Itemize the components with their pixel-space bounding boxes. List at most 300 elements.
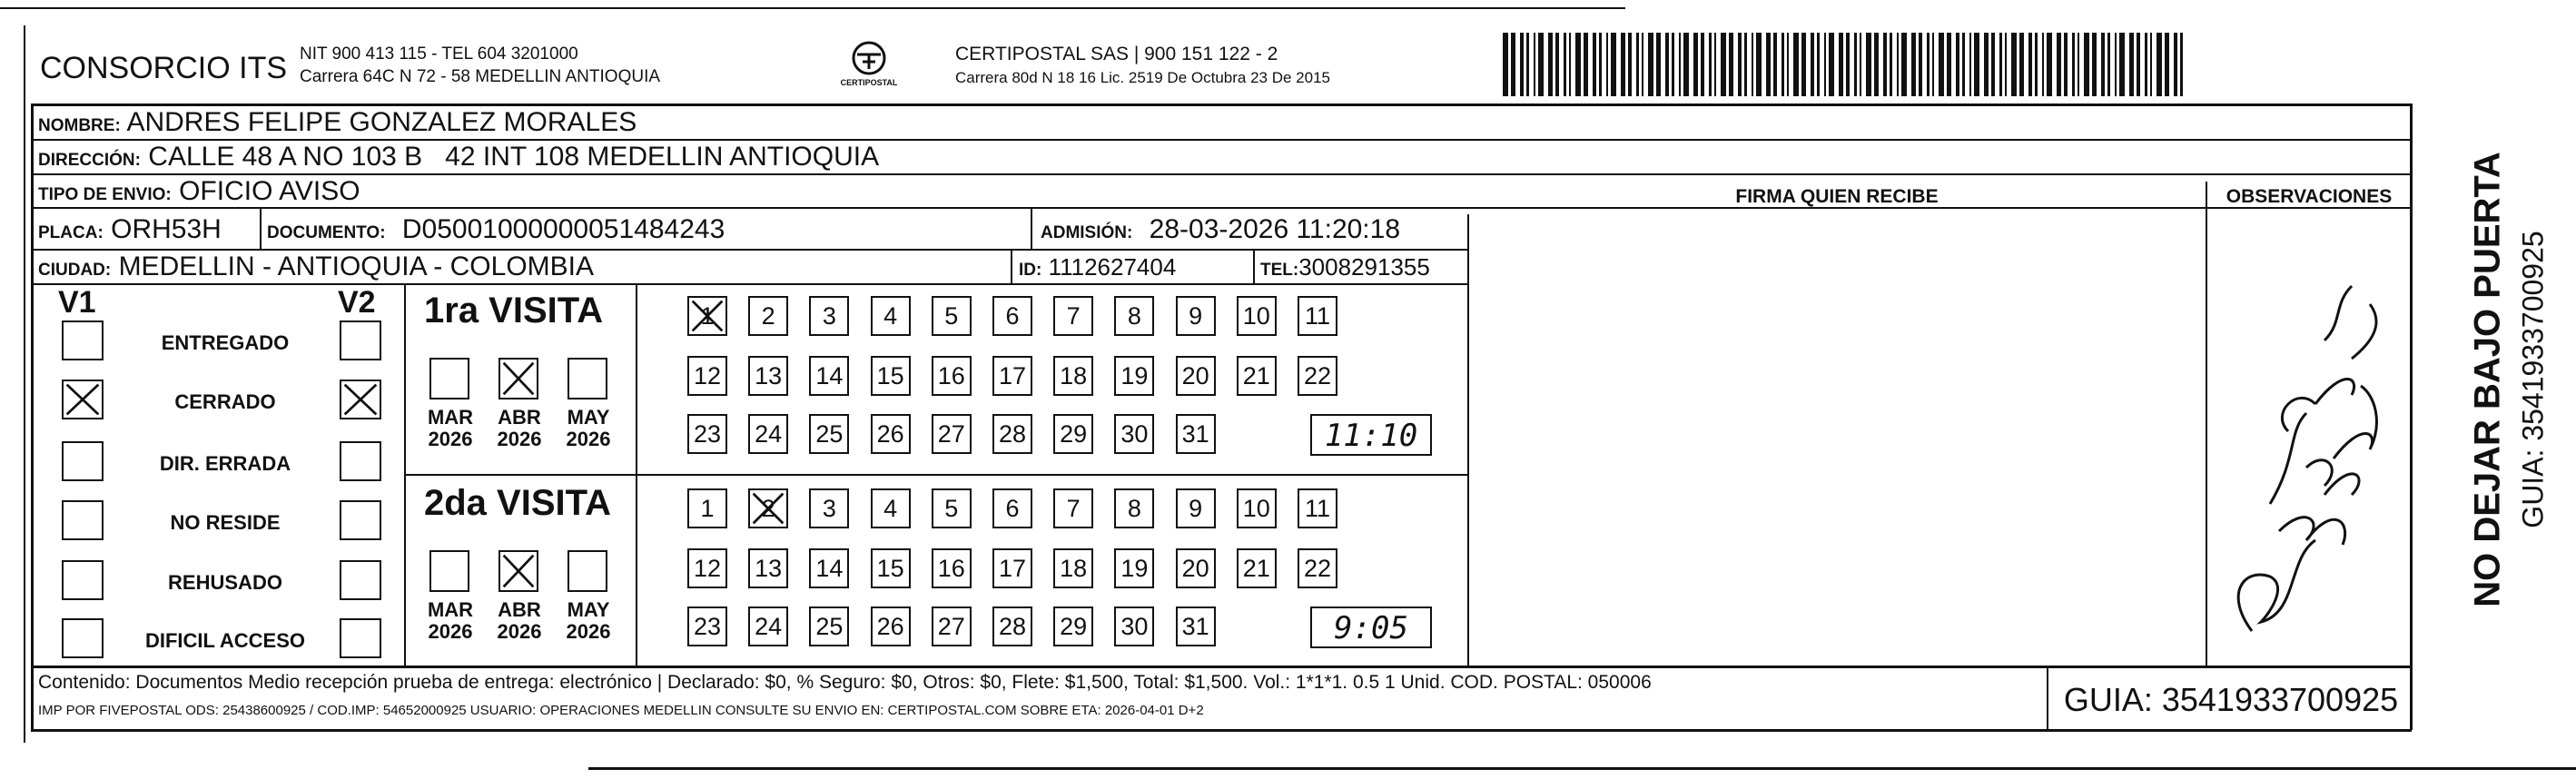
admision-row	[1041, 214, 1400, 245]
placa-label: PLACA:	[38, 223, 104, 242]
barcode	[1503, 33, 2188, 96]
check-x-icon	[750, 490, 786, 527]
month-checkbox[interactable]	[498, 550, 538, 592]
month-year: 2026	[428, 428, 473, 450]
barcode-bar	[2157, 33, 2162, 96]
day-number: 21	[1242, 362, 1270, 390]
barcode-icon	[1503, 33, 2188, 96]
footer-guia-divider	[2047, 666, 2048, 731]
day-number: 15	[876, 362, 904, 390]
barcode-bar	[1714, 33, 1716, 96]
barcode-bar	[1606, 33, 1608, 96]
check-x-icon	[64, 381, 102, 418]
day-box[interactable]	[932, 606, 972, 646]
v2-checkbox[interactable]	[340, 320, 381, 360]
month-checkbox[interactable]	[498, 358, 538, 399]
day-box[interactable]	[932, 488, 972, 528]
day-box[interactable]	[932, 414, 972, 454]
day-box[interactable]	[687, 356, 727, 396]
barcode-bar	[2129, 33, 2134, 96]
v1-checkbox[interactable]	[62, 380, 104, 419]
day-box[interactable]	[1176, 414, 1216, 454]
barcode-bar	[2005, 33, 2007, 96]
status-option-label: DIR. ERRADA	[159, 452, 291, 475]
placa-row	[38, 214, 222, 245]
day-box[interactable]	[809, 606, 849, 646]
month-name: MAR	[427, 406, 474, 429]
day-number: 2	[761, 495, 775, 522]
barcode-bar	[1829, 33, 1834, 96]
barcode-bar	[1839, 33, 1843, 96]
day-box[interactable]	[1298, 548, 1337, 588]
day-number: 16	[937, 555, 965, 582]
company-info-line2: Carrera 64C N 72 - 58 MEDELLIN ANTIOQUIA	[300, 67, 661, 86]
day-box[interactable]	[1053, 548, 1093, 588]
barcode-bar	[2165, 33, 2169, 96]
courier-info-line1: CERTIPOSTAL SAS | 900 151 122 - 2	[955, 44, 1278, 64]
visit-time: 9:05	[1334, 610, 1408, 646]
v1-checkbox[interactable]	[62, 500, 104, 540]
day-number: 18	[1060, 555, 1088, 582]
day-box[interactable]	[871, 548, 911, 588]
day-number: 20	[1181, 555, 1209, 582]
barcode-bar	[2101, 33, 2105, 96]
nombre-row	[38, 107, 637, 138]
top-edge-line	[0, 7, 1625, 9]
day-number: 1	[700, 302, 715, 330]
day-box[interactable]	[871, 356, 911, 396]
certipostal-logo	[835, 36, 903, 96]
day-box[interactable]	[748, 606, 788, 646]
barcode-bar	[2042, 33, 2044, 96]
barcode-bar	[1817, 33, 1820, 96]
barcode-bar	[2064, 33, 2068, 96]
row-line-5	[31, 283, 1469, 285]
id-divider	[1011, 251, 1012, 283]
v1-checkbox[interactable]	[62, 618, 104, 658]
day-number: 24	[755, 420, 783, 448]
status-option-label: REHUSADO	[168, 571, 282, 594]
barcode-bar	[1672, 33, 1674, 96]
barcode-bar	[1874, 33, 1879, 96]
visit-title: 1ra VISITA	[424, 291, 604, 330]
day-number: 26	[876, 613, 904, 640]
status-option-label: NO RESIDE	[170, 511, 281, 534]
barcode-bar	[1656, 33, 1661, 96]
barcode-bar	[1642, 33, 1643, 96]
barcode-bar	[1991, 33, 1995, 96]
day-box[interactable]	[871, 296, 911, 336]
tel-row	[1260, 253, 1430, 281]
barcode-bar	[1947, 33, 1951, 96]
month-label	[561, 599, 616, 643]
barcode-bar	[1593, 33, 1596, 96]
day-number: 25	[815, 613, 844, 640]
day-number: 5	[944, 495, 959, 522]
day-number: 31	[1181, 420, 1209, 448]
day-box[interactable]	[1237, 296, 1277, 336]
tipo-row	[38, 176, 360, 207]
month-year: 2026	[566, 428, 611, 450]
row-line-1	[31, 139, 2412, 141]
day-box[interactable]	[932, 548, 972, 588]
status-option-label: ENTREGADO	[161, 331, 290, 354]
day-box[interactable]	[1053, 488, 1093, 528]
barcode-bar	[1693, 33, 1698, 96]
v2-checkbox[interactable]	[340, 380, 381, 419]
day-box[interactable]	[992, 606, 1032, 646]
barcode-bar	[2092, 33, 2097, 96]
barcode-bar	[1927, 33, 1930, 96]
side-guia: GUIA: 3541933700925	[2516, 231, 2550, 528]
form-top-line	[31, 104, 2412, 106]
placa-divider	[260, 209, 262, 249]
footer-guia: GUIA: 3541933700925	[2063, 681, 2399, 718]
day-number: 4	[883, 495, 898, 522]
visit-time: 11:10	[1324, 418, 1418, 454]
day-number: 17	[998, 362, 1027, 390]
barcode-bar	[1555, 33, 1559, 96]
barcode-bar	[1679, 33, 1681, 96]
barcode-bar	[1811, 33, 1814, 96]
barcode-bar	[1984, 33, 1989, 96]
month-label	[561, 407, 616, 450]
row-line-2	[31, 173, 2412, 175]
day-number: 10	[1242, 495, 1270, 522]
day-box[interactable]	[871, 488, 911, 528]
barcode-bar	[1801, 33, 1806, 96]
day-number: 3	[822, 495, 836, 522]
day-box[interactable]	[1114, 606, 1154, 646]
barcode-bar	[1860, 33, 1861, 96]
v1-checkbox[interactable]	[62, 320, 104, 360]
day-number: 22	[1303, 362, 1332, 390]
day-box[interactable]	[1053, 296, 1093, 336]
day-box[interactable]	[1237, 548, 1277, 588]
barcode-bar	[1932, 33, 1934, 96]
ciudad-label: CIUDAD:	[38, 261, 112, 280]
day-number: 23	[693, 420, 722, 448]
month-name: ABR	[498, 406, 541, 429]
barcode-bar	[2174, 33, 2177, 96]
barcode-bar	[1911, 33, 1916, 96]
barcode-bar	[2180, 33, 2183, 96]
day-box[interactable]	[871, 414, 911, 454]
day-box[interactable]	[992, 548, 1032, 588]
day-box[interactable]	[1114, 296, 1154, 336]
month-year: 2026	[497, 620, 542, 643]
barcode-bar	[1548, 33, 1553, 96]
day-number: 8	[1127, 495, 1141, 522]
barcode-bar	[2150, 33, 2152, 96]
day-number: 20	[1181, 362, 1209, 390]
tipo-value: OFICIO AVISO	[179, 176, 360, 206]
month-checkbox[interactable]	[429, 358, 469, 399]
day-box[interactable]	[1176, 606, 1216, 646]
barcode-bar	[1854, 33, 1857, 96]
day-number: 27	[937, 613, 965, 640]
day-box[interactable]	[1298, 356, 1337, 396]
day-box[interactable]	[809, 296, 849, 336]
barcode-bar	[2078, 33, 2079, 96]
placa-value: ORH53H	[111, 214, 222, 244]
day-box[interactable]	[687, 414, 727, 454]
day-box[interactable]	[932, 356, 972, 396]
nombre-label: NOMBRE:	[38, 116, 121, 135]
v2-checkbox[interactable]	[340, 560, 381, 600]
id-label: ID:	[1019, 261, 1042, 280]
day-number: 30	[1120, 420, 1149, 448]
barcode-bar	[1781, 33, 1784, 96]
tipo-label: TIPO DE ENVIO:	[38, 185, 172, 204]
month-label	[423, 599, 478, 643]
day-box[interactable]	[1053, 356, 1093, 396]
barcode-bar	[1564, 33, 1566, 96]
form-right-line	[2410, 104, 2413, 730]
month-checkbox[interactable]	[568, 358, 607, 399]
month-label	[492, 599, 547, 643]
day-box[interactable]	[992, 296, 1032, 336]
barcode-bar	[1969, 33, 1971, 96]
barcode-bar	[1752, 33, 1753, 96]
certipostal-logo-icon	[835, 36, 903, 96]
day-box[interactable]	[687, 488, 727, 528]
barcode-bar	[2072, 33, 2075, 96]
ciudad-value: MEDELLIN - ANTIOQUIA - COLOMBIA	[118, 251, 594, 281]
day-number: 3	[822, 302, 836, 330]
barcode-bar	[1526, 33, 1529, 96]
day-box[interactable]	[748, 414, 788, 454]
day-box[interactable]	[748, 548, 788, 588]
barcode-bar	[1999, 33, 2002, 96]
documento-value: D05001000000051484243	[401, 214, 725, 244]
month-year: 2026	[566, 620, 611, 643]
day-number: 29	[1060, 613, 1088, 640]
day-box[interactable]	[1053, 414, 1093, 454]
direccion-label: DIRECCIÓN:	[38, 151, 141, 170]
barcode-bar	[1793, 33, 1799, 96]
barcode-bar	[1636, 33, 1639, 96]
barcode-bar	[1648, 33, 1653, 96]
day-box[interactable]	[1176, 356, 1216, 396]
month-name: MAY	[567, 598, 610, 621]
barcode-bar	[1883, 33, 1887, 96]
left-edge-line	[24, 25, 25, 743]
day-number: 7	[1066, 302, 1081, 330]
day-box[interactable]	[748, 356, 788, 396]
day-box[interactable]	[871, 606, 911, 646]
barcode-bar	[1766, 33, 1771, 96]
day-number: 18	[1060, 362, 1088, 390]
barcode-bar	[1628, 33, 1632, 96]
day-box[interactable]	[687, 296, 727, 336]
direccion-value: CALLE 48 A NO 103 B 42 INT 108 MEDELLIN ANTIOQUIA	[148, 142, 880, 172]
ciudad-row	[38, 251, 594, 282]
barcode-bar	[1956, 33, 1959, 96]
day-box[interactable]	[1298, 488, 1337, 528]
barcode-bar	[1709, 33, 1712, 96]
day-box[interactable]	[809, 356, 849, 396]
day-box[interactable]	[1237, 356, 1277, 396]
day-number: 15	[876, 555, 904, 582]
check-x-icon	[500, 552, 537, 590]
barcode-bar	[2035, 33, 2038, 96]
tel-value: 3008291355	[1298, 253, 1430, 281]
check-x-icon	[500, 360, 537, 398]
form-bottom-line	[31, 729, 2412, 732]
day-box[interactable]	[1053, 606, 1093, 646]
barcode-bar	[1611, 33, 1616, 96]
side-notice: NO DEJAR BAJO PUERTA	[2467, 152, 2508, 607]
barcode-bar	[1701, 33, 1704, 96]
day-number: 30	[1120, 613, 1149, 640]
day-number: 19	[1120, 555, 1149, 582]
day-box[interactable]	[992, 356, 1032, 396]
day-number: 27	[937, 420, 965, 448]
day-number: 19	[1120, 362, 1149, 390]
v1-label: V1	[58, 285, 96, 320]
day-box[interactable]	[1114, 414, 1154, 454]
barcode-bar	[1721, 33, 1726, 96]
admision-divider	[1031, 209, 1032, 249]
barcode-bar	[2011, 33, 2017, 96]
day-box[interactable]	[1176, 488, 1216, 528]
month-year: 2026	[497, 428, 542, 450]
handwritten-signature	[2216, 232, 2397, 658]
day-box[interactable]	[1114, 548, 1154, 588]
day-box[interactable]	[809, 414, 849, 454]
day-number: 23	[693, 613, 722, 640]
day-number: 13	[755, 362, 783, 390]
firma-header: FIRMA QUIEN RECIBE	[1735, 186, 1939, 207]
day-number: 8	[1127, 302, 1141, 330]
v2-checkbox[interactable]	[340, 500, 381, 540]
footer-top-line	[31, 666, 2412, 668]
day-number: 17	[998, 555, 1027, 582]
barcode-bar	[1683, 33, 1689, 96]
day-number: 28	[998, 613, 1027, 640]
barcode-bar	[1621, 33, 1625, 96]
nombre-value: ANDRES FELIPE GONZALEZ MORALES	[126, 107, 637, 137]
v2-checkbox[interactable]	[340, 441, 381, 481]
day-number: 11	[1304, 302, 1331, 330]
barcode-bar	[2028, 33, 2032, 96]
month-checkbox[interactable]	[568, 550, 607, 592]
day-number: 13	[755, 555, 783, 582]
barcode-bar	[1939, 33, 1944, 96]
day-number: 6	[1005, 302, 1020, 330]
barcode-bar	[1897, 33, 1899, 96]
month-name: MAY	[567, 406, 610, 429]
tel-label: TEL:	[1260, 261, 1299, 280]
barcode-bar	[2107, 33, 2110, 96]
day-number: 5	[944, 302, 959, 330]
id-value: 1112627404	[1048, 253, 1177, 281]
day-box[interactable]	[992, 414, 1032, 454]
day-box[interactable]	[1176, 548, 1216, 588]
day-box[interactable]	[809, 488, 849, 528]
barcode-bar	[1773, 33, 1777, 96]
tel-divider	[1253, 251, 1255, 283]
day-box[interactable]	[1114, 356, 1154, 396]
month-label	[423, 407, 478, 450]
day-box[interactable]	[1237, 488, 1277, 528]
visit-time-box[interactable]	[1310, 606, 1432, 648]
barcode-bar	[1974, 33, 1979, 96]
day-box[interactable]	[1176, 296, 1216, 336]
day-number: 1	[700, 495, 715, 522]
barcode-bar	[1584, 33, 1588, 96]
day-box[interactable]	[748, 296, 788, 336]
visits-separator	[404, 474, 1468, 476]
month-name: MAR	[427, 598, 474, 621]
barcode-bar	[1520, 33, 1524, 96]
month-checkbox[interactable]	[429, 550, 469, 592]
day-box[interactable]	[809, 548, 849, 588]
barcode-bar	[1575, 33, 1581, 96]
visit-title: 2da VISITA	[424, 483, 611, 523]
day-box[interactable]	[932, 296, 972, 336]
day-box[interactable]	[992, 488, 1032, 528]
day-number: 31	[1181, 613, 1209, 640]
day-number: 14	[815, 555, 844, 582]
day-number: 29	[1060, 420, 1088, 448]
month-year: 2026	[428, 620, 473, 643]
barcode-bar	[1599, 33, 1602, 96]
v1-checkbox[interactable]	[62, 441, 104, 481]
barcode-bar	[1729, 33, 1733, 96]
day-number: 28	[998, 420, 1027, 448]
documento-label: DOCUMENTO:	[267, 223, 386, 242]
barcode-bar	[1787, 33, 1789, 96]
barcode-bar	[1846, 33, 1850, 96]
barcode-bar	[1962, 33, 1965, 96]
barcode-bar	[2057, 33, 2061, 96]
barcode-bar	[1756, 33, 1762, 96]
footer-line2: IMP POR FIVEPOSTAL ODS: 25438600925 / COD.IMP: 54652000925 USUARIO: OPERACIONES MEDELLIN CONSULTE SU ENVIO EN: CERTIPOSTAL.COM SOBRE ETA: 2026-04-01 D+2	[38, 703, 1204, 718]
day-number: 4	[883, 302, 898, 330]
day-number: 16	[937, 362, 965, 390]
observaciones-header: OBSERVACIONES	[2226, 186, 2393, 207]
barcode-bar	[2145, 33, 2147, 96]
day-number: 24	[755, 613, 783, 640]
v1-checkbox[interactable]	[62, 560, 104, 600]
day-box[interactable]	[687, 606, 727, 646]
v2-label: V2	[338, 285, 376, 320]
courier-info-line2: Carrera 80d N 18 16 Lic. 2519 De Octubra 23 De 2015	[955, 69, 1330, 86]
firma-left-line	[1467, 214, 1469, 666]
day-box[interactable]	[748, 488, 788, 528]
barcode-bar	[1744, 33, 1747, 96]
v2-checkbox[interactable]	[340, 618, 381, 658]
footer-line1: Contenido: Documentos Medio recepción prueba de entrega: electrónico | Declarado: $0, % Seguro: $0, Otros: $0, Flete: $1,500, Total: $1,500. Vol.: 1*1*1. 0.5 1 Unid. COD. POSTAL: 050006	[38, 672, 1652, 693]
barcode-bar	[2119, 33, 2125, 96]
barcode-bar	[1866, 33, 1871, 96]
day-box[interactable]	[687, 548, 727, 588]
day-box[interactable]	[1114, 488, 1154, 528]
day-number: 2	[761, 302, 775, 330]
month-name: ABR	[498, 598, 541, 621]
barcode-bar	[1901, 33, 1907, 96]
check-x-icon	[341, 381, 380, 418]
visit-time-box[interactable]	[1310, 414, 1432, 456]
barcode-bar	[1890, 33, 1892, 96]
status-option-label: DIFICIL ACCESO	[144, 629, 305, 652]
company-name: CONSORCIO ITS	[40, 51, 288, 85]
month-label	[492, 407, 547, 450]
day-box[interactable]	[1298, 296, 1337, 336]
barcode-bar	[1665, 33, 1669, 96]
